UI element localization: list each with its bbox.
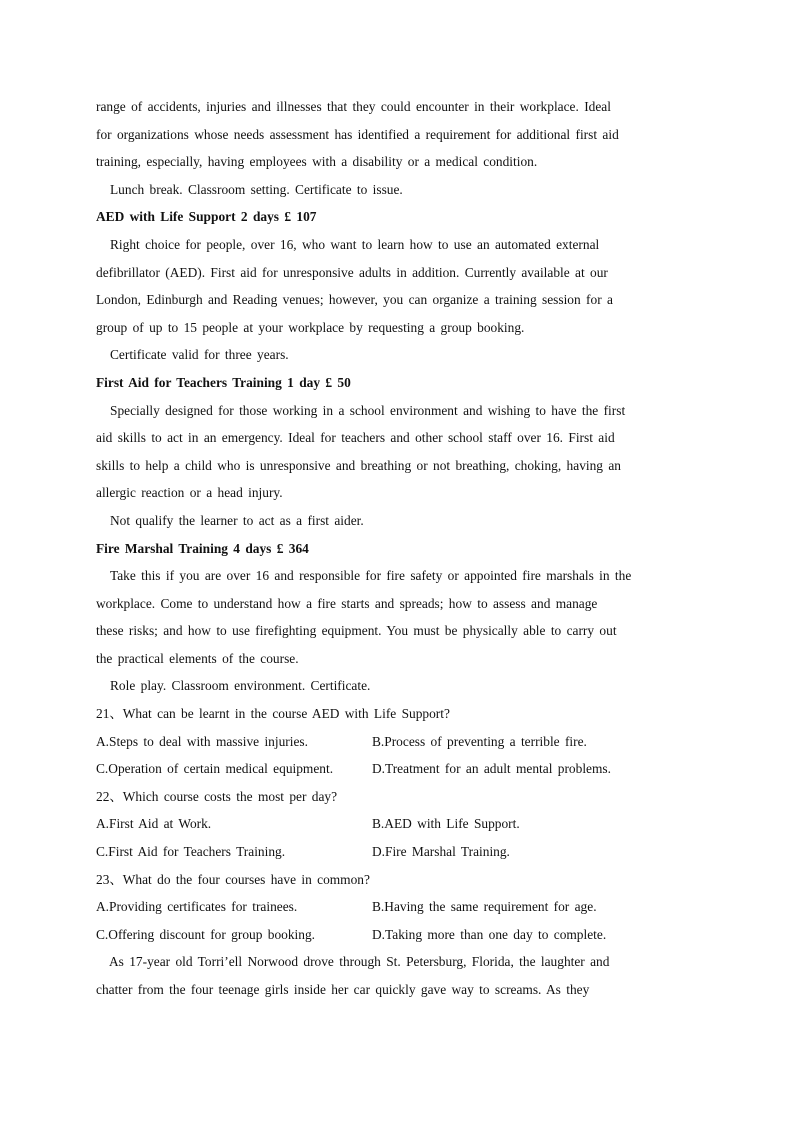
course-first-aid-teachers	[96, 369, 696, 535]
paragraph-line: these risks; and how to use firefighting equipment. You must be physically able to carry out	[96, 623, 617, 639]
paragraph-line: allergic reaction or a head injury.	[96, 485, 283, 501]
paragraph-line: group of up to 15 people at your workplace by requesting a group booking.	[96, 319, 525, 335]
option-b: B.Process of preventing a terrible fire.	[372, 733, 587, 749]
option-b: B.AED with Life Support.	[372, 816, 520, 832]
course-note: Lunch break. Classroom setting. Certificate to issue.	[110, 181, 403, 197]
paragraph-line: aid skills to act in an emergency. Ideal for teachers and other school staff over 16. First aid	[96, 430, 615, 446]
paragraph-line: workplace. Come to understand how a fire starts and spreads; how to assess and manage	[96, 595, 598, 611]
paragraph-line: Take this if you are over 16 and responsible for fire safety or appointed fire marshals in the	[110, 568, 632, 584]
course-heading: Fire Marshal Training 4 days £ 364	[96, 540, 309, 556]
option-row	[96, 728, 696, 756]
course-heading: First Aid for Teachers Training 1 day £ 50	[96, 374, 351, 390]
next-passage	[96, 948, 696, 1003]
course-heading: AED with Life Support 2 days £ 107	[96, 209, 317, 225]
question-21	[96, 700, 696, 783]
document-page	[96, 93, 696, 1004]
paragraph-line: Right choice for people, over 16, who want to learn how to use an automated external	[110, 236, 600, 252]
paragraph-line: As 17-year old Torri’ell Norwood drove through St. Petersburg, Florida, the laughter and	[109, 954, 610, 970]
course-note: Role play. Classroom environment. Certificate.	[110, 678, 371, 694]
option-row	[96, 755, 696, 783]
option-d: D.Treatment for an adult mental problems.	[372, 761, 611, 777]
course-aed	[96, 203, 696, 369]
option-row	[96, 893, 696, 921]
option-row	[96, 921, 696, 949]
option-b: B.Having the same requirement for age.	[372, 899, 597, 915]
question-stem: 22、Which course costs the most per day?	[96, 788, 338, 804]
paragraph-line: Specially designed for those working in a school environment and wishing to have the first	[110, 402, 626, 418]
paragraph-line: defibrillator (AED). First aid for unresponsive adults in addition. Currently available at our	[96, 264, 608, 280]
paragraph-line: range of accidents, injuries and illnesses that they could encounter in their workplace. Ideal	[96, 99, 611, 114]
course-fire-marshal	[96, 535, 696, 701]
option-a: A.First Aid at Work.	[96, 816, 212, 832]
paragraph-line: training, especially, having employees with a disability or a medical condition.	[96, 154, 538, 170]
option-a: A.Providing certificates for trainees.	[96, 899, 298, 915]
option-row	[96, 838, 696, 866]
paragraph-line: skills to help a child who is unresponsive and breathing or not breathing, choking, having an	[96, 457, 621, 473]
question-stem: 23、What do the four courses have in common?	[96, 871, 370, 887]
option-d: D.Fire Marshal Training.	[372, 844, 510, 860]
question-22	[96, 783, 696, 866]
option-c: C.Offering discount for group booking.	[96, 926, 316, 942]
option-d: D.Taking more than one day to complete.	[372, 926, 607, 942]
paragraph-line: London, Edinburgh and Reading venues; however, you can organize a training session for a	[96, 292, 613, 308]
option-c: C.Operation of certain medical equipment.	[96, 761, 334, 777]
option-a: A.Steps to deal with massive injuries.	[96, 733, 308, 749]
paragraph-line: chatter from the four teenage girls inside her car quickly gave way to screams. As they	[96, 982, 590, 997]
paragraph-line: the practical elements of the course.	[96, 650, 299, 666]
intro-continued	[96, 93, 696, 203]
question-23	[96, 866, 696, 949]
option-row	[96, 810, 696, 838]
question-stem: 21、What can be learnt in the course AED with Life Support?	[96, 706, 450, 722]
course-note: Not qualify the learner to act as a first aider.	[110, 512, 364, 528]
option-c: C.First Aid for Teachers Training.	[96, 844, 286, 860]
course-note: Certificate valid for three years.	[110, 347, 289, 363]
paragraph-line: for organizations whose needs assessment has identified a requirement for additional first aid	[96, 126, 619, 142]
